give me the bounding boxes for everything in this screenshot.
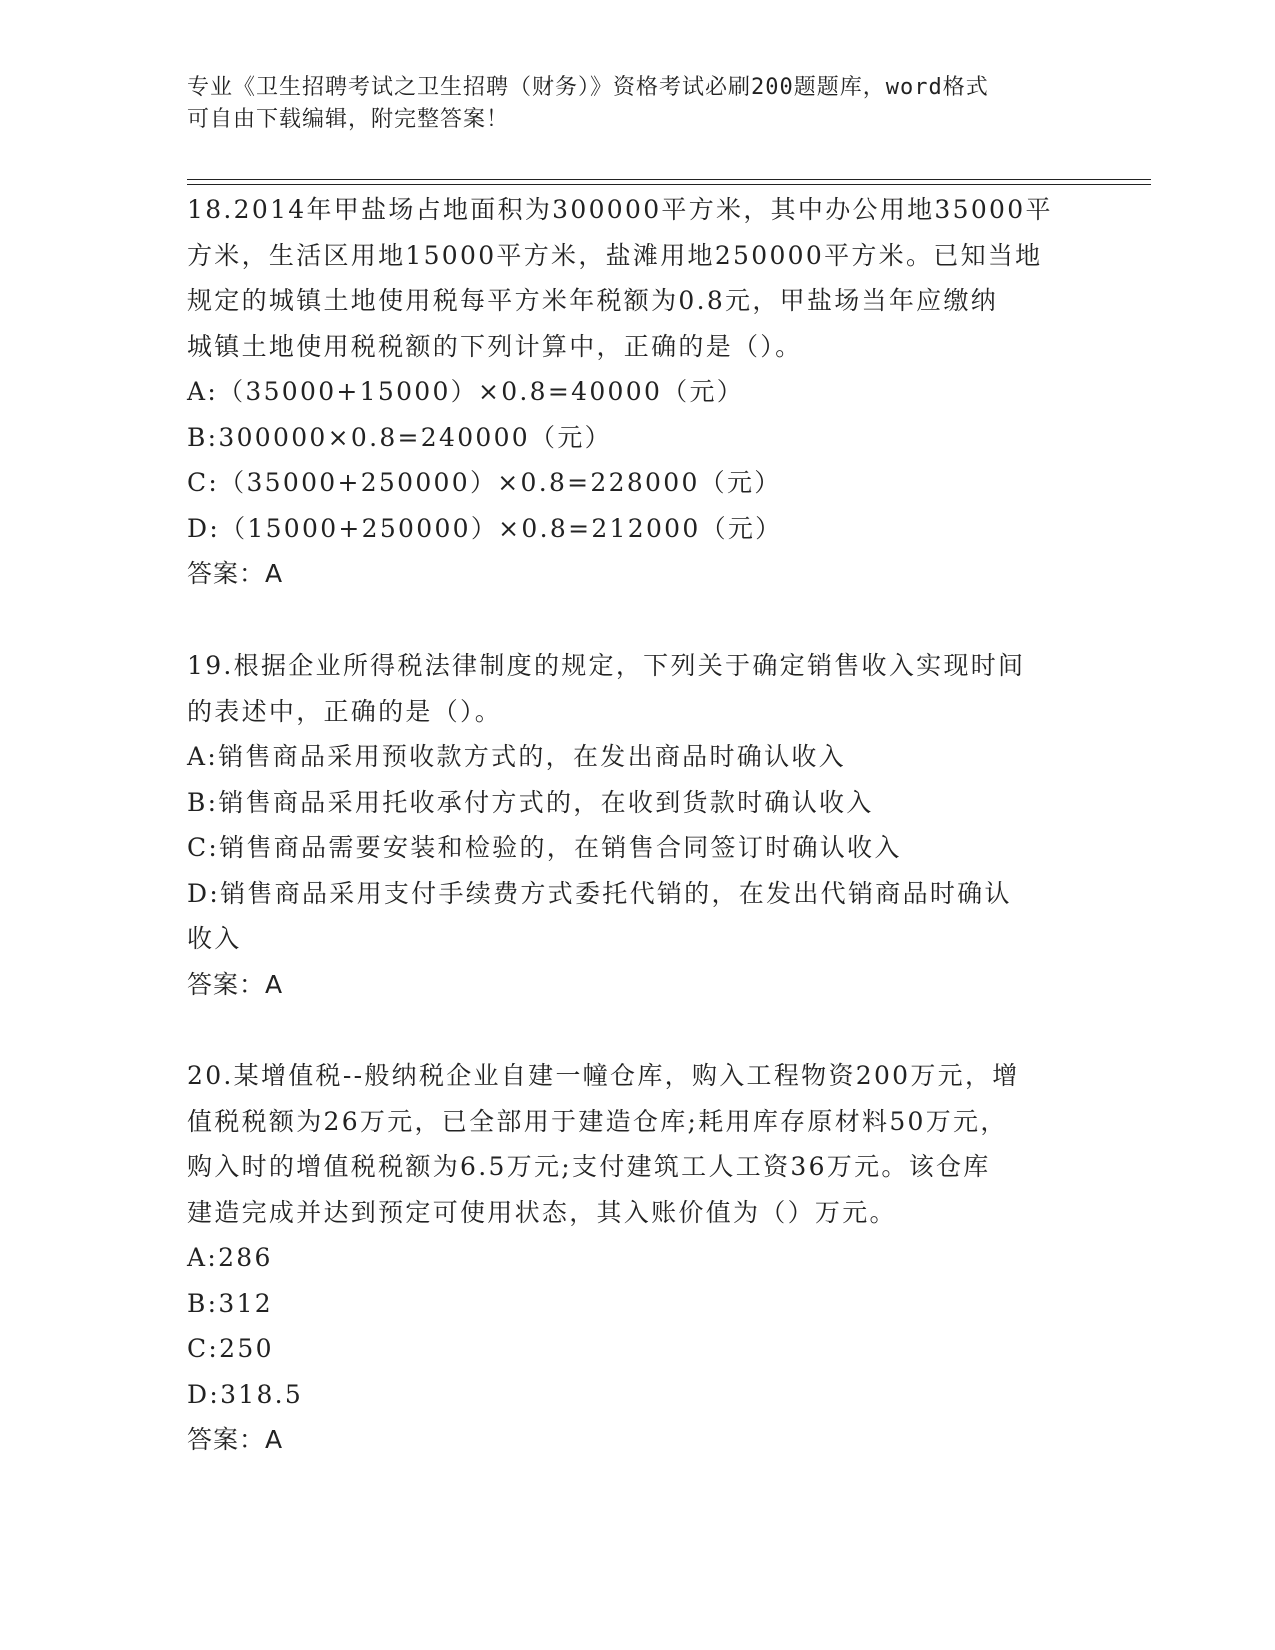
stem-line: 建造完成并达到预定可使用状态，其入账价值为（）万元。 bbox=[187, 1197, 897, 1227]
option-a: A:销售商品采用预收款方式的，在发出商品时确认收入 bbox=[187, 742, 846, 771]
answer: 答案：A bbox=[187, 1425, 284, 1454]
option-a: A:（35000+15000）×0.8=40000（元） bbox=[187, 377, 745, 406]
question-20 bbox=[187, 1053, 1077, 1463]
header-divider bbox=[187, 179, 1151, 180]
stem-line: 18.2014年甲盐场占地面积为300000平方米，其中办公用地35000平 bbox=[187, 195, 1053, 224]
option-c: C:销售商品需要安装和检验的，在销售合同签订时确认收入 bbox=[187, 833, 902, 862]
stem-line: 20.某增值税--般纳税企业自建一幢仓库，购入工程物资200万元，增 bbox=[187, 1061, 1020, 1090]
question-stem bbox=[187, 187, 1077, 369]
stem-line: 的表述中，正确的是（）。 bbox=[187, 696, 503, 726]
option-d: D:318.5 bbox=[187, 1379, 304, 1409]
answer: 答案：A bbox=[187, 559, 284, 588]
option-c: C:250 bbox=[187, 1334, 274, 1363]
stem-line: 购入时的增值税税额为6.5万元;支付建筑工人工资36万元。该仓库 bbox=[187, 1152, 991, 1181]
stem-line: 城镇土地使用税税额的下列计算中，正确的是（）。 bbox=[187, 331, 803, 361]
option-b: B:312 bbox=[187, 1288, 274, 1318]
answer: 答案：A bbox=[187, 969, 284, 999]
option-d-continuation: 收入 bbox=[187, 924, 242, 953]
question-stem bbox=[187, 1053, 1077, 1235]
question-18 bbox=[187, 187, 1077, 597]
stem-line: 值税税额为26万元，已全部用于建造仓库;耗用库存原材料50万元， bbox=[187, 1106, 1008, 1136]
option-b: B:销售商品采用托收承付方式的，在收到货款时确认收入 bbox=[187, 787, 874, 817]
option-d: D:（15000+250000）×0.8=212000（元） bbox=[187, 513, 783, 543]
option-b: B:300000×0.8=240000（元） bbox=[187, 422, 612, 452]
option-c: C:（35000+250000）×0.8=228000（元） bbox=[187, 468, 782, 497]
question-stem bbox=[187, 643, 1077, 734]
option-a: A:286 bbox=[187, 1243, 273, 1272]
stem-line: 方米，生活区用地15000平方米，盐滩用地250000平方米。已知当地 bbox=[187, 240, 1043, 270]
header-line: 专业《卫生招聘考试之卫生招聘（财务）》资格考试必刷200题题库，word格式 bbox=[187, 75, 989, 100]
stem-line: 19.根据企业所得税法律制度的规定，下列关于确定销售收入实现时间 bbox=[187, 651, 1026, 680]
header-divider bbox=[187, 184, 1151, 185]
document-header bbox=[187, 72, 1067, 136]
header-line: 可自由下载编辑，附完整答案！ bbox=[187, 107, 510, 132]
question-19 bbox=[187, 643, 1077, 1008]
option-d: D:销售商品采用支付手续费方式委托代销的，在发出代销商品时确认 bbox=[187, 878, 1012, 908]
stem-line: 规定的城镇土地使用税每平方米年税额为0.8元，甲盐场当年应缴纳 bbox=[187, 286, 999, 315]
